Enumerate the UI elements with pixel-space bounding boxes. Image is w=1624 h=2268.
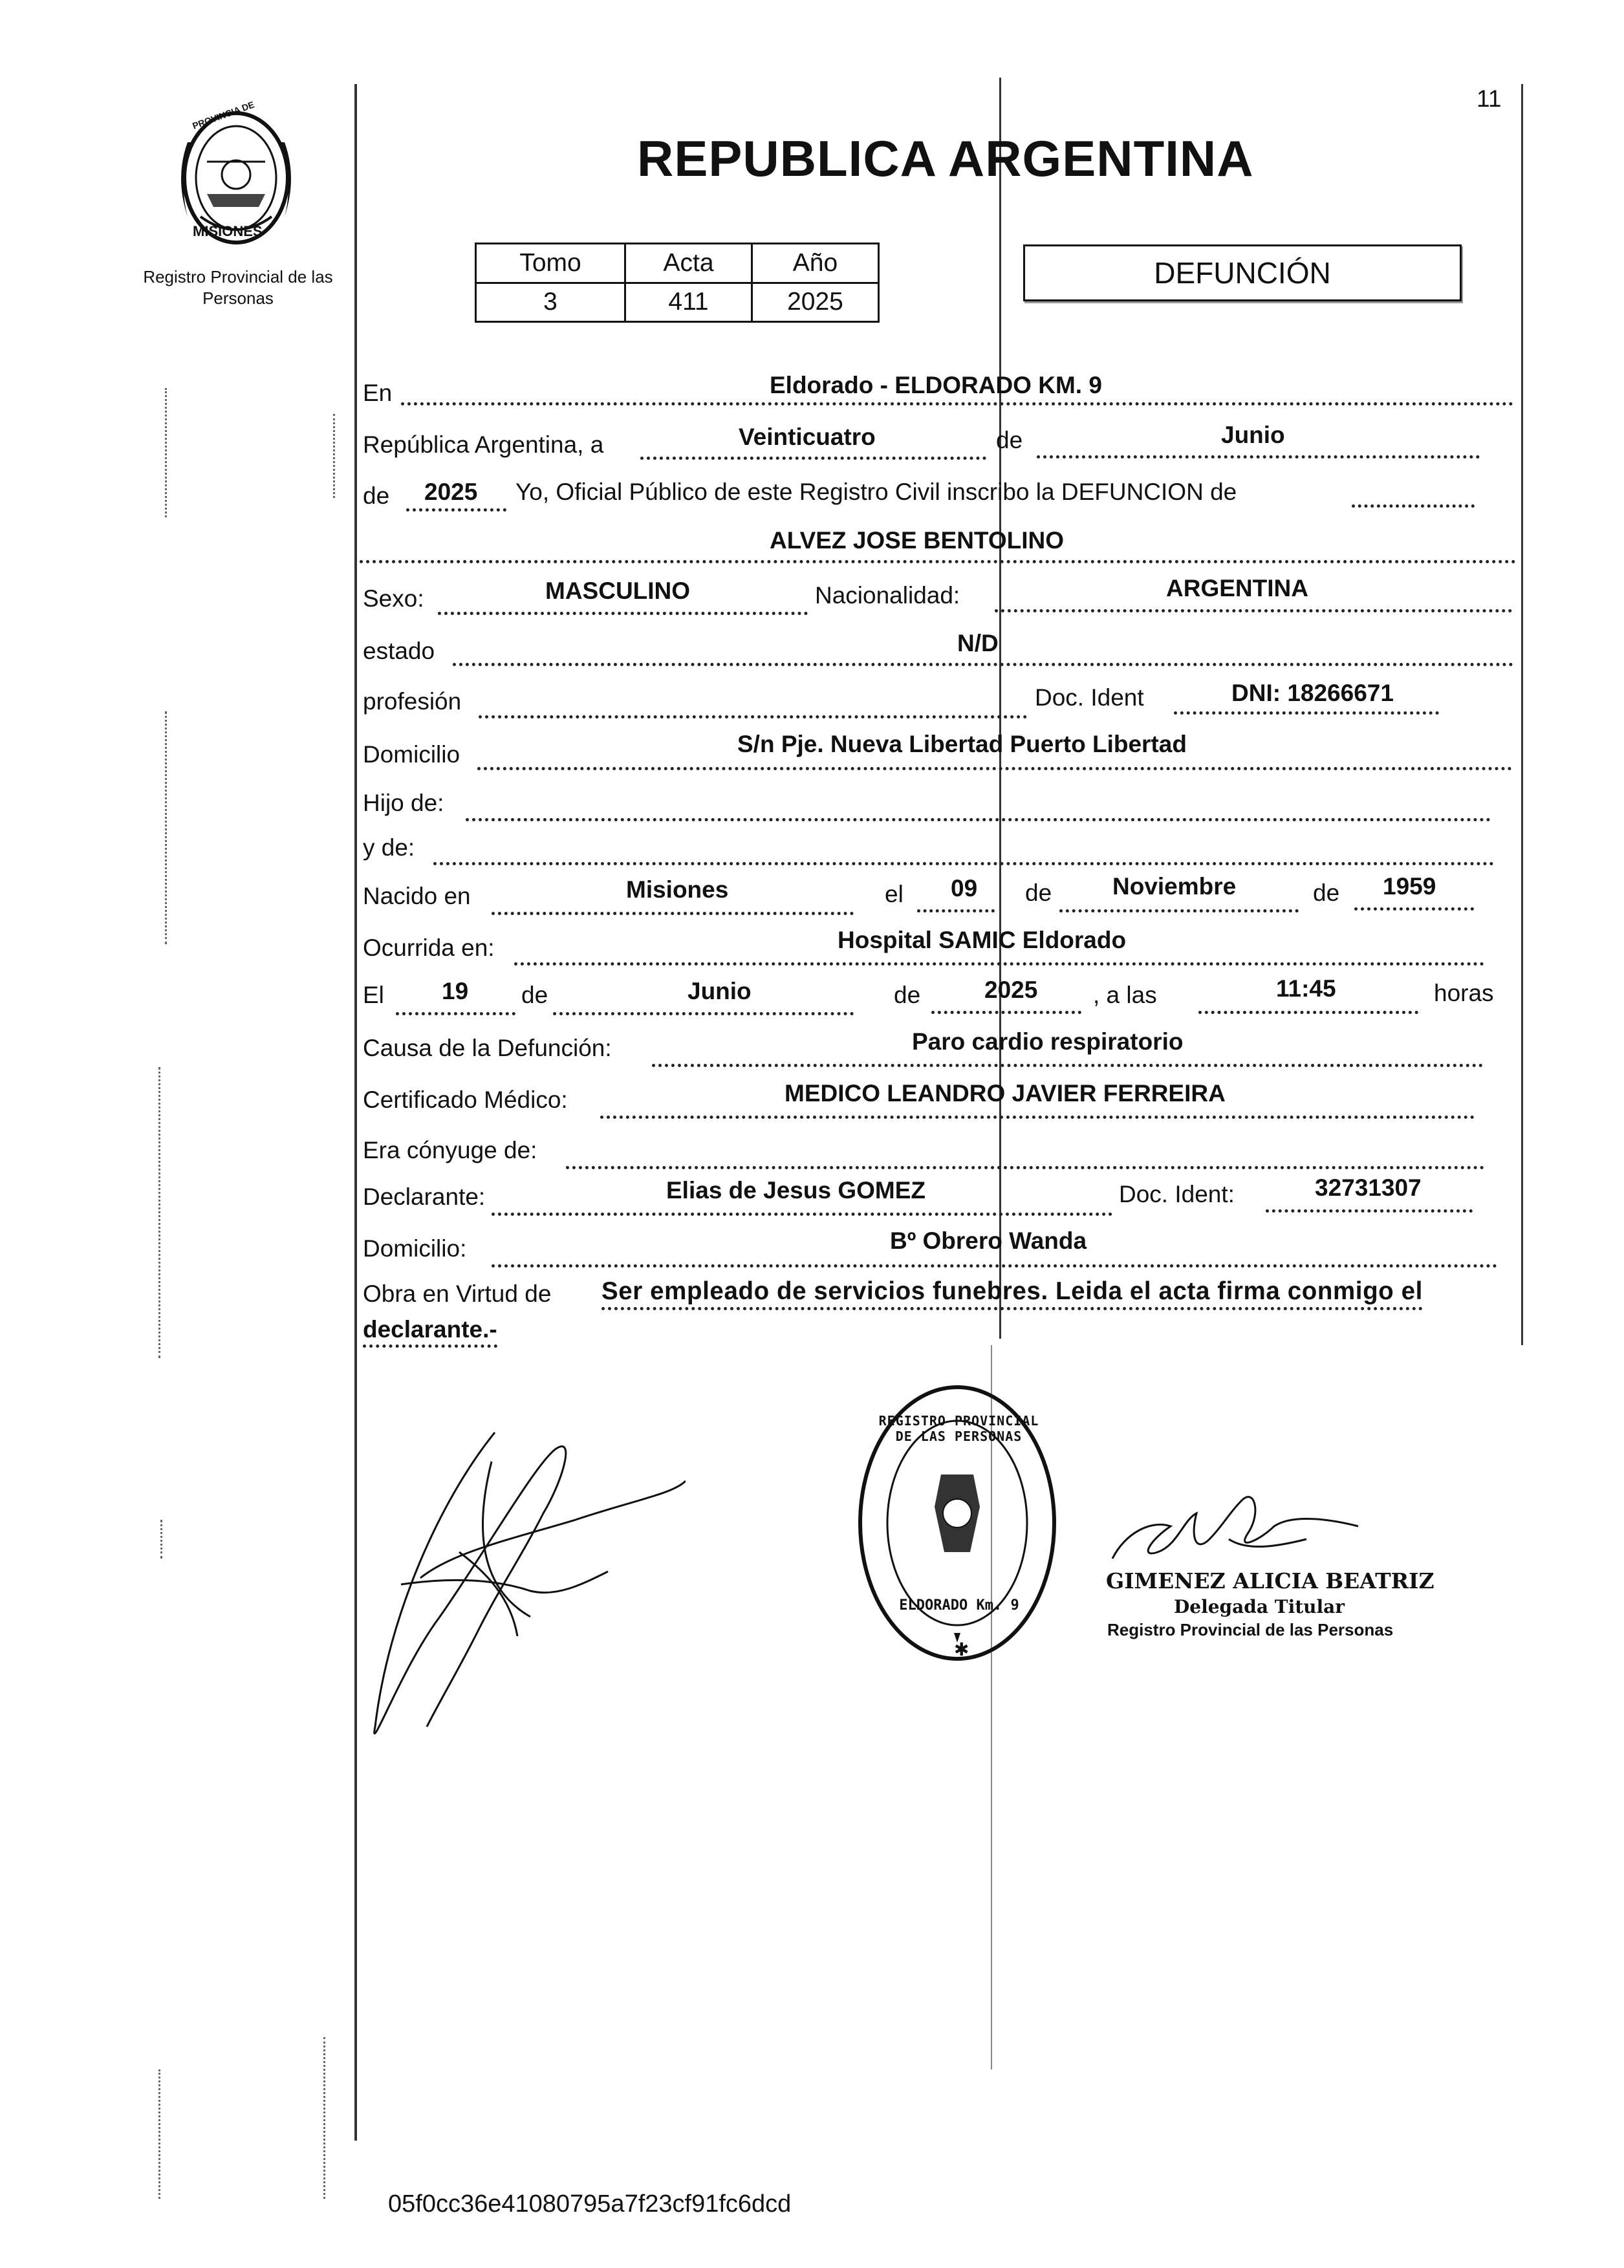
label-declarante: Declarante: — [363, 1183, 486, 1210]
sexo-value: MASCULINO — [545, 578, 691, 604]
label-republica: República Argentina, a — [363, 431, 604, 458]
lugar-value: Eldorado - ELDORADO KM. 9 — [770, 372, 1102, 398]
dotted-line — [931, 1011, 1081, 1014]
fold-line — [999, 78, 1001, 1339]
page-number: 11 — [1477, 85, 1502, 112]
label-conyuge: Era cónyuge de: — [363, 1137, 537, 1163]
dotted-line — [652, 1064, 1483, 1067]
dotted-line — [917, 909, 995, 913]
svg-text:✱: ✱ — [954, 1639, 969, 1660]
label-doc-ident2: Doc. Ident: — [1119, 1181, 1235, 1207]
nac-mes-value: Noviembre — [1112, 873, 1237, 900]
dotted-line — [1174, 711, 1439, 715]
seal-text-bottom: MISIONES — [193, 223, 263, 239]
label-nacido-en: Nacido en — [363, 883, 471, 909]
certificado-value: MEDICO LEANDRO JAVIER FERREIRA — [785, 1080, 1226, 1107]
def-dia-value: 19 — [442, 978, 469, 1004]
stamp-bottom-text: ELDORADO Km. 9 — [899, 1597, 1019, 1614]
dotted-line — [396, 1012, 515, 1015]
label-domicilio: Domicilio — [363, 741, 460, 768]
label-a-las: , a las — [1093, 982, 1157, 1008]
label-hijo-de: Hijo de: — [363, 790, 444, 816]
nac-anio-value: 1959 — [1383, 873, 1436, 900]
label-el-cap: El — [363, 982, 384, 1008]
obra-linea1-value: Ser empleado de servicios funebres. Leida el acta firma conmigo el — [601, 1277, 1423, 1310]
nacionalidad-value: ARGENTINA — [1166, 575, 1308, 601]
document-hash: 05f0cc36e41080795a7f23cf91fc6dcd — [388, 2190, 792, 2218]
official-name: GIMENEZ ALICIA BEATRIZ — [1106, 1568, 1435, 1593]
margin-mark — [158, 2069, 160, 2199]
dotted-line — [360, 560, 1516, 563]
dotted-line — [406, 508, 506, 512]
dotted-line — [995, 609, 1512, 612]
dotted-line — [479, 715, 1027, 718]
dotted-line — [453, 663, 1513, 666]
dotted-line — [477, 767, 1512, 770]
obra-linea2-value: declarante.- — [363, 1316, 497, 1348]
domicilio-value: S/n Pje. Nueva Libertad Puerto Libertad — [737, 731, 1187, 757]
registry-name: Registro Provincial de las Personas — [143, 267, 333, 308]
mes-registro-value: Junio — [1221, 422, 1285, 448]
acta-value: 411 — [625, 283, 752, 322]
dia-texto-value: Veinticuatro — [739, 424, 876, 450]
label-doc-ident: Doc. Ident — [1035, 684, 1144, 711]
label-certificado: Certificado Médico: — [363, 1086, 568, 1113]
declarante-doc-value: 32731307 — [1315, 1174, 1422, 1201]
dotted-line — [1198, 1011, 1418, 1014]
label-obra: Obra en Virtud de — [363, 1280, 552, 1307]
dotted-line — [600, 1116, 1475, 1119]
hora-value: 11:45 — [1276, 975, 1336, 1002]
margin-mark — [165, 711, 167, 944]
official-role: Delegada Titular — [1174, 1596, 1345, 1617]
label-nacionalidad: Nacionalidad: — [815, 582, 960, 609]
label-domicilio2: Domicilio: — [363, 1235, 467, 1262]
label-de: de — [996, 427, 1023, 453]
document-type-box — [1023, 244, 1462, 301]
label-de3: de — [1025, 880, 1052, 906]
seal-text-top: PROVINCIA DE — [191, 99, 256, 131]
margin-mark — [158, 1067, 160, 1358]
official-signature — [1099, 1474, 1371, 1565]
label-el: el — [885, 881, 904, 907]
table-header: Tomo — [476, 244, 625, 283]
tomo-value: 3 — [476, 283, 625, 322]
margin-mark — [165, 388, 167, 517]
dotted-line — [1266, 1209, 1473, 1213]
record-table — [475, 243, 880, 323]
label-y-de: y de: — [363, 834, 415, 861]
label-en: En — [363, 380, 393, 406]
label-de4: de — [1313, 880, 1340, 906]
page-title: REPUBLICA ARGENTINA — [637, 130, 1254, 187]
declarant-signature — [362, 1423, 686, 1746]
dotted-line — [492, 1213, 1112, 1216]
label-profesion: profesión — [363, 688, 462, 715]
dotted-line — [1352, 504, 1475, 508]
label-horas: horas — [1434, 980, 1494, 1006]
table-header: Acta — [625, 244, 752, 283]
dotted-line — [492, 1264, 1497, 1268]
margin-mark — [333, 414, 335, 498]
dotted-line — [1037, 455, 1480, 459]
stamp-ring-text: REGISTRO PROVINCIAL DE LAS PERSONAS — [878, 1413, 1039, 1444]
dotted-line — [514, 962, 1484, 966]
dni-value: DNI: 18266671 — [1231, 680, 1394, 706]
anio-registro-value: 2025 — [424, 479, 478, 505]
left-margin-line — [354, 84, 357, 2141]
label-oficial: Yo, Oficial Público de este Registro Civil inscribo la DEFUNCION de — [515, 479, 1237, 505]
dotted-line — [1059, 909, 1299, 913]
table-header: Año — [752, 244, 879, 283]
label-de5: de — [521, 982, 548, 1008]
declarante-domicilio-value: Bº Obrero Wanda — [890, 1227, 1087, 1254]
label-ocurrida-en: Ocurrida en: — [363, 934, 495, 961]
official-org: Registro Provincial de las Personas — [1107, 1620, 1394, 1639]
dotted-line — [1354, 907, 1474, 911]
nac-dia-value: 09 — [951, 875, 978, 902]
label-sexo: Sexo: — [363, 585, 424, 612]
dotted-line — [640, 457, 986, 460]
ocurrida-en-value: Hospital SAMIC Eldorado — [838, 927, 1127, 953]
label-estado: estado — [363, 638, 435, 664]
nombre-value: ALVEZ JOSE BENTOLINO — [770, 527, 1065, 554]
nacido-en-value: Misiones — [626, 876, 729, 903]
margin-mark — [323, 2037, 325, 2199]
label-causa: Causa de la Defunción: — [363, 1035, 612, 1061]
dotted-line — [566, 1166, 1484, 1169]
def-mes-value: Junio — [687, 978, 752, 1004]
dotted-line — [401, 402, 1513, 405]
dotted-line — [466, 818, 1491, 821]
right-margin-line — [1521, 84, 1523, 1345]
dotted-line — [433, 862, 1494, 865]
dotted-line — [438, 612, 808, 615]
def-anio-value: 2025 — [984, 977, 1038, 1003]
dotted-line — [492, 912, 854, 915]
label-de2: de — [363, 482, 390, 509]
dotted-line — [553, 1012, 854, 1015]
estado-value: N/D — [957, 630, 999, 656]
declarante-value: Elias de Jesus GOMEZ — [666, 1177, 926, 1204]
causa-value: Paro cardio respiratorio — [912, 1028, 1184, 1055]
anio-value: 2025 — [752, 283, 879, 322]
label-de6: de — [894, 982, 921, 1008]
document-type: DEFUNCIÓN — [1154, 256, 1331, 290]
margin-mark — [160, 1520, 162, 1559]
